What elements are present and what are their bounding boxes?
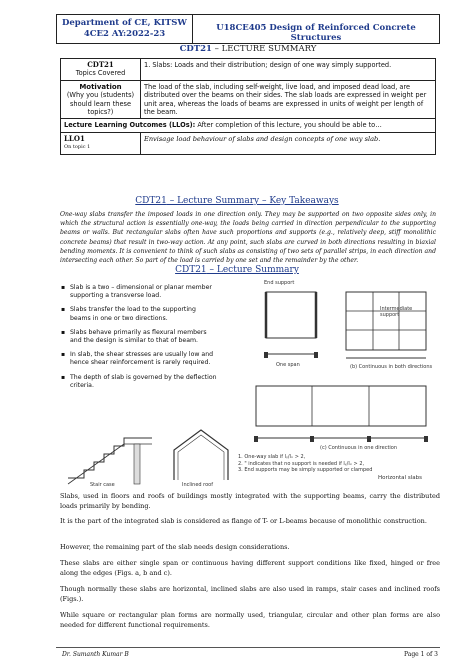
llo-code-cell xyxy=(61,132,141,154)
lecture-summary-code: CDT21 xyxy=(175,265,207,275)
body-paragraph: While square or rectangular plan forms are normally used, triangular, circular and other plan forms are also needed for different functional requirements. xyxy=(60,611,440,629)
lecture-code: CDT21 xyxy=(179,44,212,54)
body-paragraph: Though normally these slabs are horizontal, inclined slabs are also used in ramps, stair cases and inclined roofs (Figs.). xyxy=(60,585,440,603)
body-paragraph: Slabs, used in floors and roofs of buildings mostly integrated with the supporting beams, carry the distributed loads primarily by bending. xyxy=(60,492,440,510)
bullet-item: ▪ The depth of slab is governed by the deflection criteria. xyxy=(60,374,218,390)
lecture-slide xyxy=(60,278,436,490)
motivation-sublabel: (Why you (students) should learn these topics?) xyxy=(66,91,135,117)
intermediate-support-label: Intermediate support xyxy=(380,306,413,318)
document-header xyxy=(56,14,440,44)
bullet-item: ▪ In slab, the shear stresses are usually low and hence shear reinforcement is rarely required. xyxy=(60,351,218,367)
key-takeaways-text: One-way slabs transfer the imposed loads in one direction only. They may be supported on two opposite sides only, in which the structural action is essentially one-way, the loads being carried in direction perpendicular to the supporting beams or walls. But rectangular slabs often have such proportions and supports (e.g., relatively deep, stiff monolithic concrete beams) that result in two-way action. At any point, such slabs are curved in both directions resulting in biaxial bending moments. It is convenient to think of such slabs as consisting of two sets of parallel strips, in each direction and intersecting each other. So part of the load is carried by one set and the remainder by the other. xyxy=(60,211,436,265)
figure-note: 2. " indicates that no support is needed if lᵧ/lₓ > 2, xyxy=(238,460,365,467)
figure-note: 3. End supports may be simply supported or clamped xyxy=(238,467,373,473)
topics-text: 1. Slabs: Loads and their distribution; design of one way simply supported. xyxy=(141,59,436,81)
body-paragraph: These slabs are either single span or continuous having different support conditions like fixed, hinged or free along the edges (Figs. a, b and c). xyxy=(60,559,440,577)
summary-bullets xyxy=(60,284,218,396)
page-number: Page 1 of 3 xyxy=(404,651,438,658)
topics-label-cell xyxy=(61,59,141,81)
continuous-both-label: (b) Continuous in both directions xyxy=(350,364,433,370)
llo-code: LLO1 xyxy=(64,133,85,143)
topics-table xyxy=(60,58,436,155)
bullet-item: ▪ Slabs behave primarily as flexural members and the design is similar to that of beam. xyxy=(60,329,218,345)
class-year: 4CE2 AY:2022-23 xyxy=(83,29,166,39)
body-paragraph: It is the part of the integrated slab is considered as flange of T- or L-beams because of monolithic construction. xyxy=(60,517,427,525)
motivation-text: The load of the slab, including self-weight, live load, and imposed dead load, are distributed over the beams on their sides. The slab loads are expressed in weight per unit area, whereas the loads of beams are expressed in units of weight per length of the beam. xyxy=(141,80,436,119)
topics-code: CDT21 xyxy=(87,60,114,69)
lecture-summary-heading xyxy=(56,44,440,54)
lecture-summary-subtitle xyxy=(0,265,474,275)
topics-label: Topics Covered xyxy=(75,69,126,78)
llo-topic-ref: On topic 1 xyxy=(64,144,91,151)
key-takeaways-title xyxy=(0,196,474,206)
key-takeaways-heading: – Lecture Summary – Key Takeaways xyxy=(166,196,339,206)
lecture-summary-heading: – Lecture Summary xyxy=(206,265,299,275)
footer-author: Dr. Sumanth Kumar B xyxy=(62,651,129,658)
stair-case-figure xyxy=(64,428,156,486)
motivation-label-cell xyxy=(61,80,141,119)
footer-rule xyxy=(56,647,440,648)
key-takeaways-code: CDT21 xyxy=(135,196,167,206)
figure-note: 1. One-way slab if lᵧ/lₓ > 2, xyxy=(238,454,306,460)
motivation-label: Motivation xyxy=(79,82,122,91)
department-cell xyxy=(57,15,193,43)
one-span-label: One span xyxy=(276,362,300,368)
llo-text: Envisage load behaviour of slabs and design concepts of one way slab. xyxy=(141,132,436,154)
inclined-roof-figure xyxy=(168,426,234,482)
course-title: U18CE405 Design of Reinforced Concrete Structures xyxy=(216,23,416,43)
lecture-summary-title: – LECTURE SUMMARY xyxy=(211,44,317,54)
llo-heading xyxy=(61,119,436,132)
department-name: Department of CE, KITSW xyxy=(62,18,187,28)
llo-heading-text: After completion of this lecture, you should be able to… xyxy=(195,121,382,130)
end-support-label: End support xyxy=(264,280,295,286)
inclined-roof-label: Inclined roof xyxy=(182,482,214,488)
stair-case-label: Stair case xyxy=(90,482,115,488)
body-paragraph: However, the remaining part of the slab needs design considerations. xyxy=(60,543,290,551)
figure-notes xyxy=(238,454,372,474)
continuous-one-label: (c) Continuous in one direction xyxy=(320,445,398,451)
bullet-item: ▪ Slab is a two – dimensional or planar member supporting a transverse load. xyxy=(60,284,218,300)
horizontal-slabs-label: Horizontal slabs xyxy=(378,475,422,481)
llo-heading-bold: Lecture Learning Outcomes (LLOs): xyxy=(64,121,196,130)
bullet-item: ▪ Slabs transfer the load to the supporting beams in one or two directions. xyxy=(60,306,218,322)
